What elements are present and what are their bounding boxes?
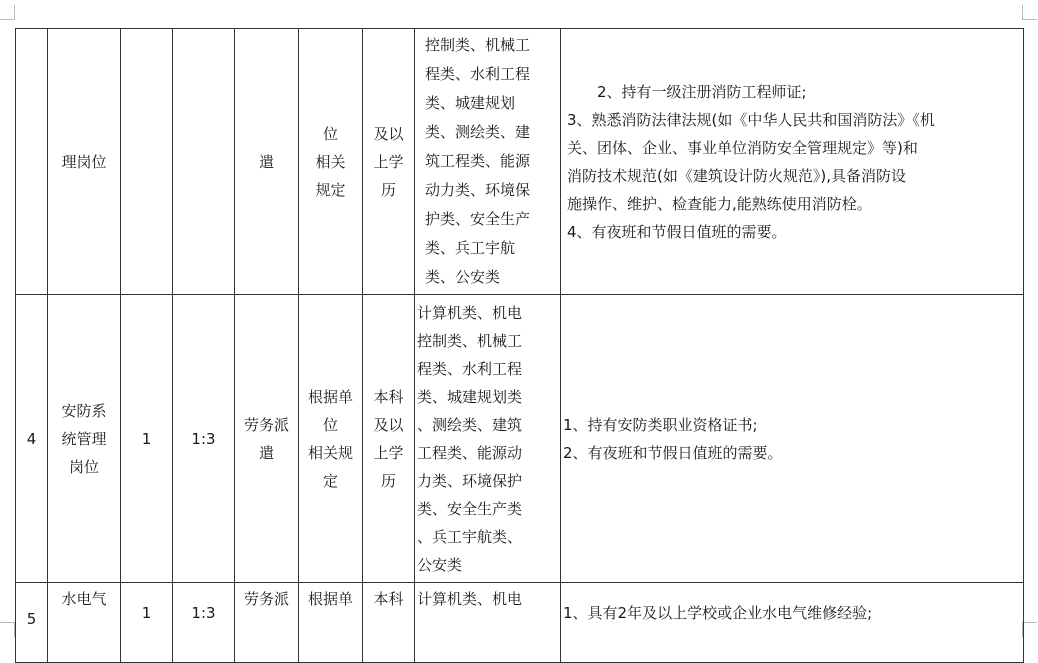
cell-requirements: 2、持有一级注册消防工程师证; 3、熟悉消防法律法规(如《中华人民共和国消防法》《机 关、团体、企业、事业单位消防安全管理规定》等)和 消防技术规范(如《建筑设计防火规范》),具备消防设 施操作、维护、检查能力,能熟练使用消防栓。 4、有夜班和节假日值班的需要。: [561, 29, 1024, 295]
cell-ratio: 1:3: [173, 583, 235, 663]
crop-mark-top-right: [1022, 5, 1037, 20]
cell-major: 计算机类、机电 控制类、机械工 程类、水利工程 类、城建规划类 、测绘类、建筑 工程类、能源动 力类、环境保护 类、安全生产类 、兵工宇航类、 公安类: [415, 295, 561, 583]
table-row: [16, 583, 1024, 663]
cell-age: 位 相关 规定: [299, 29, 363, 295]
cell-major: 计算机类、机电: [415, 583, 561, 663]
cell-count: [121, 29, 173, 295]
recruitment-table: [15, 28, 1024, 663]
cell-post: 水电气: [48, 583, 121, 663]
cell-employment-type: 劳务派 遣: [235, 295, 299, 583]
cell-education: 本科: [363, 583, 415, 663]
cell-number: 4: [16, 295, 48, 583]
cell-employment-type: 劳务派: [235, 583, 299, 663]
cell-count: 1: [121, 583, 173, 663]
table-row: [16, 295, 1024, 583]
crop-mark-bottom-right: [1022, 622, 1037, 637]
cell-employment-type: 遣: [235, 29, 299, 295]
cell-requirements: 1、持有安防类职业资格证书; 2、有夜班和节假日值班的需要。: [561, 295, 1024, 583]
cell-number: [16, 29, 48, 295]
table-row: [16, 29, 1024, 295]
cell-requirements: 1、具有2年及以上学校或企业水电气维修经验;: [561, 583, 1024, 663]
cell-age: 根据单 位 相关规 定: [299, 295, 363, 583]
cell-post: 理岗位: [48, 29, 121, 295]
cell-major: 控制类、机械工 程类、水利工程 类、城建规划 类、测绘类、建 筑工程类、能源 动力类、环境保 护类、安全生产 类、兵工宇航 类、公安类: [415, 29, 561, 295]
cell-education: 本科 及以 上学 历: [363, 295, 415, 583]
cell-count: 1: [121, 295, 173, 583]
crop-mark-top-left: [0, 5, 15, 20]
cell-post: 安防系 统管理 岗位: [48, 295, 121, 583]
cell-ratio: [173, 29, 235, 295]
cell-ratio: 1:3: [173, 295, 235, 583]
crop-mark-bottom-left: [0, 622, 15, 637]
cell-education: 及以 上学 历: [363, 29, 415, 295]
cell-number: 5: [16, 583, 48, 663]
cell-age: 根据单: [299, 583, 363, 663]
